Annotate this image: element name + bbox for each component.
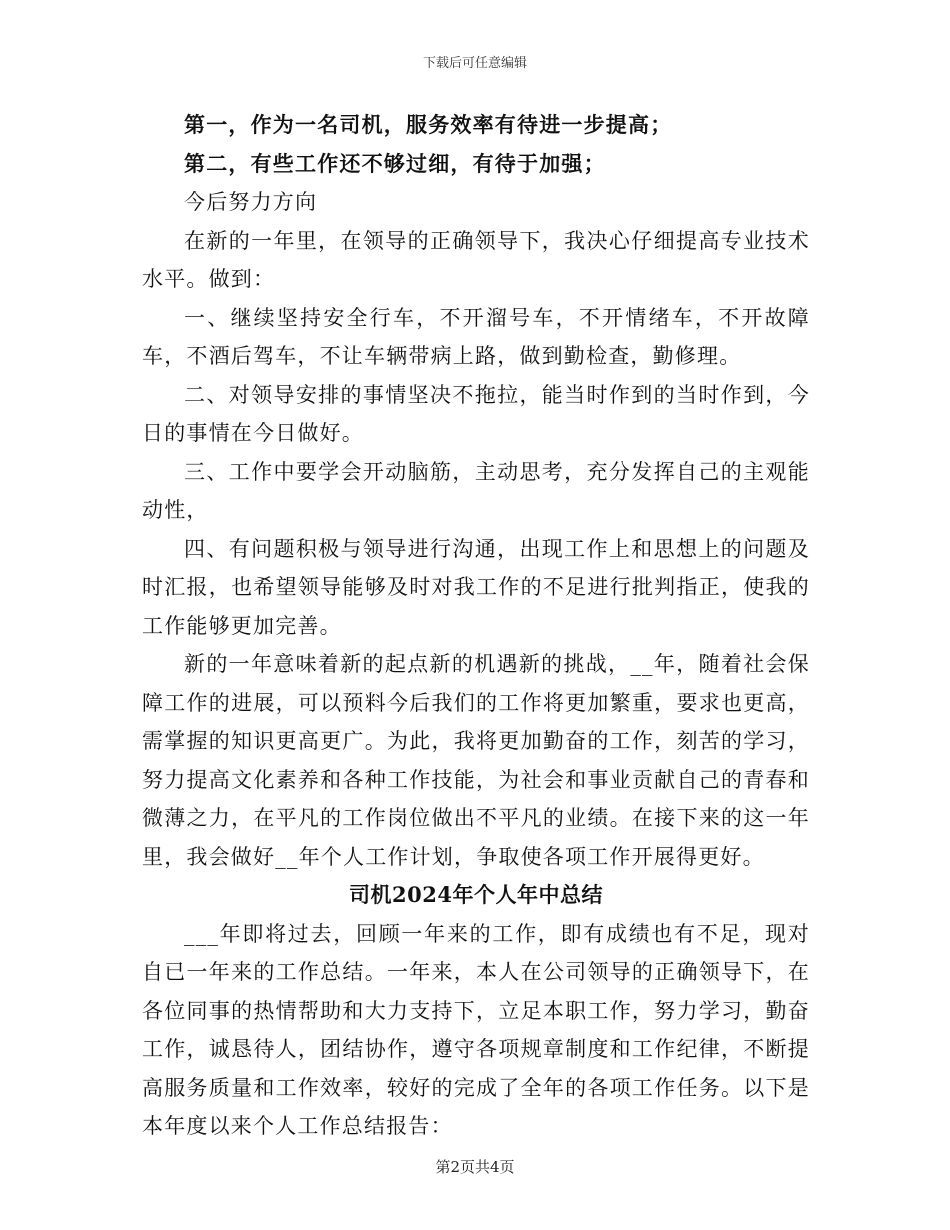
paragraph-item-2: 二、对领导安排的事情坚决不拖拉，能当时作到的当时作到，今日的事情在今日做好。 [142,382,810,445]
paragraph-weakness-2: 第二，有些工作还不够过细，有待于加强； [184,150,606,176]
header-note: 下载后可任意编辑 [422,56,527,71]
page-number: 第2页共4页 [435,1158,515,1176]
paragraph-resolution: 在新的一年里，在领导的正确领导下，我决心仔细提高专业技术水平。做到： [142,228,810,291]
paragraph-new-year: 新的一年意味着新的起点新的机遇新的挑战，__年，随着社会保障工作的进展，可以预料今后我们的工作将更加繁重，要求也更高，需掌握的知识更高更广。为此，我将更加勤奋的工作，刻苦的学习，努力提高文化素养和各种工作技能，为社会和事业贡献自己的青春和微薄之力，在平凡的工作岗位做出不平凡的业绩。在接下来的这一年里，我会做好__年个人工作计划，争取使各项工作开展得更好。 [142,652,810,869]
paragraph-weakness-1: 第一，作为一名司机，服务效率有待进一步提高； [184,112,673,137]
paragraph-direction-heading: 今后努力方向 [184,190,318,214]
paragraph-item-4: 四、有问题积极与领导进行沟通，出现工作上和思想上的问题及时汇报，也希望领导能够及时对我工作的不足进行批判指正，使我的工作能够更加完善。 [142,536,810,638]
document-body [142,106,810,1146]
paragraph-summary-intro: ___年即将过去，回顾一年来的工作，即有成绩也有不足，现对自已一年来的工作总结。一年来，本人在公司领导的正确领导下，在各位同事的热情帮助和大力支持下，立足本职工作，努力学习，勤奋工作，诚恳待人，团结协作，遵守各项规章制度和工作纪律，不断提高服务质量和工作效率，较好的完成了全年的各项工作任务。以下是本年度以来个人工作总结报告： [142,921,810,1138]
section-title: 司机2024年个人年中总结 [349,882,603,907]
paragraph-item-3: 三、工作中要学会开动脑筋，主动思考，充分发挥自己的主观能动性， [142,459,810,522]
paragraph-item-1: 一、继续坚持安全行车，不开溜号车，不开情绪车，不开故障车，不酒后驾车，不让车辆带病上路，做到勤检查，勤修理。 [142,305,810,368]
